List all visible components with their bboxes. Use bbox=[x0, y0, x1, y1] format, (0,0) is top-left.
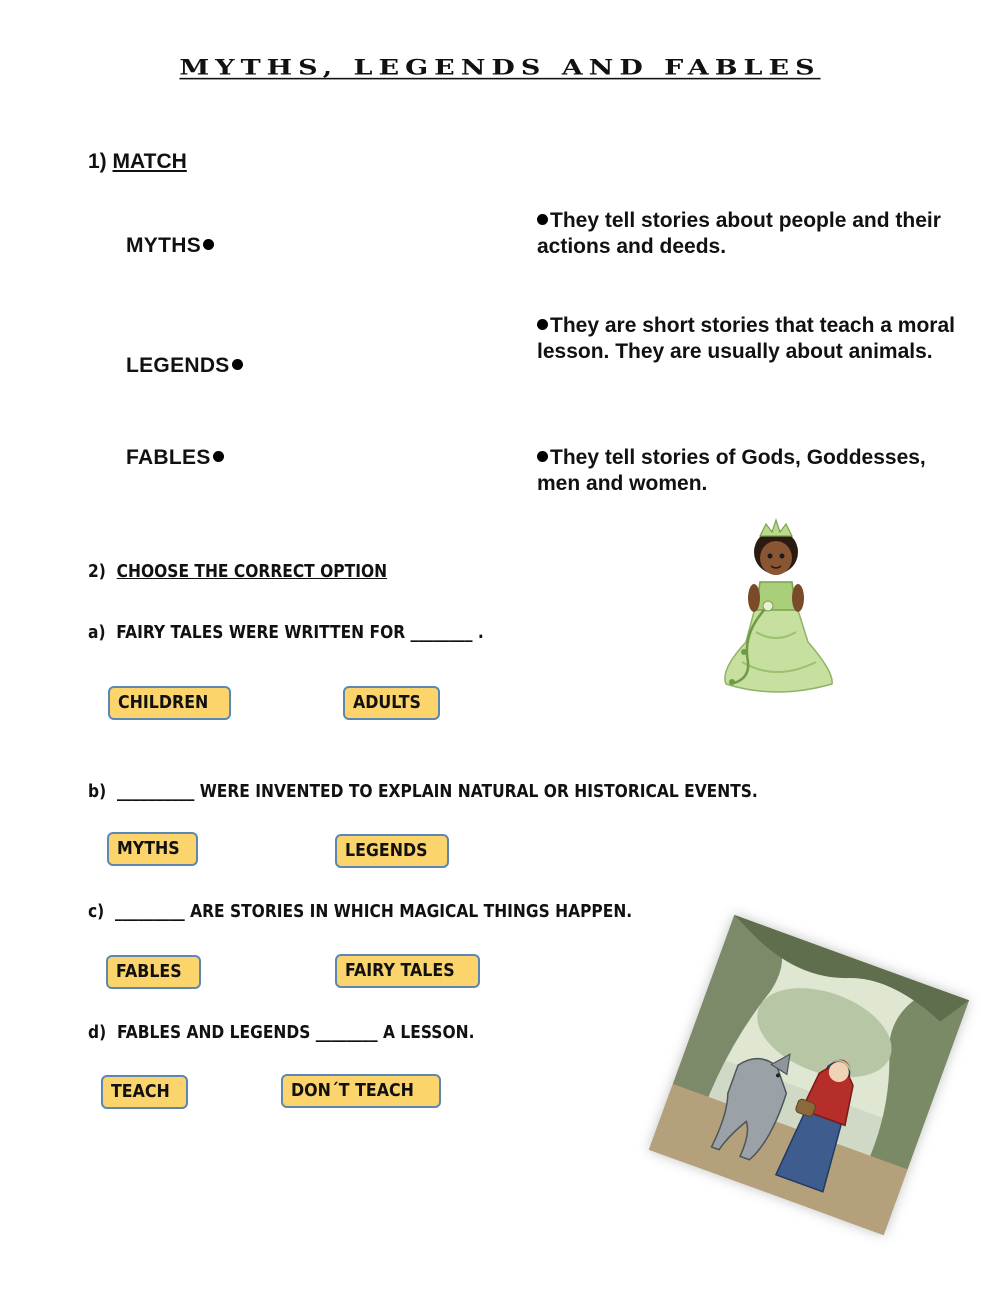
option-dont-teach-button[interactable]: DON´T TEACH bbox=[281, 1074, 441, 1108]
question-text: FABLES AND LEGENDS ________ A LESSON. bbox=[106, 1022, 475, 1043]
question-b bbox=[88, 781, 758, 802]
question-letter: a) bbox=[88, 622, 106, 643]
option-teach-button[interactable]: TEACH bbox=[101, 1075, 188, 1109]
option-adults-button[interactable]: ADULTS bbox=[343, 686, 440, 720]
match-dot[interactable] bbox=[203, 239, 214, 250]
match-term-legends[interactable] bbox=[126, 354, 245, 378]
section2-heading bbox=[88, 561, 387, 582]
definition-text: They are short stories that teach a moral lesson. They are usually about animals. bbox=[537, 314, 955, 363]
option-myths-button[interactable]: MYTHS bbox=[107, 832, 198, 866]
term-label: MYTHS bbox=[126, 234, 201, 257]
section1-title: MATCH bbox=[112, 150, 187, 173]
option-children-button[interactable]: CHILDREN bbox=[108, 686, 231, 720]
question-c bbox=[88, 901, 632, 922]
match-dot[interactable] bbox=[537, 214, 548, 225]
match-dot[interactable] bbox=[537, 319, 548, 330]
term-label: LEGENDS bbox=[126, 354, 230, 377]
section1-number: 1) bbox=[88, 150, 107, 173]
match-dot[interactable] bbox=[213, 451, 224, 462]
match-definition-3[interactable] bbox=[537, 445, 957, 497]
option-fables-button[interactable]: FABLES bbox=[106, 955, 201, 989]
question-a bbox=[88, 622, 484, 643]
question-d bbox=[88, 1022, 474, 1043]
question-letter: d) bbox=[88, 1022, 107, 1043]
question-text: FAIRY TALES WERE WRITTEN FOR ________ . bbox=[105, 622, 484, 643]
match-definition-1[interactable] bbox=[537, 208, 957, 260]
match-term-fables[interactable] bbox=[126, 446, 226, 470]
red-riding-hood-picture bbox=[649, 915, 969, 1235]
section1-heading bbox=[88, 150, 187, 174]
match-dot[interactable] bbox=[232, 359, 243, 370]
term-label: FABLES bbox=[126, 446, 211, 469]
match-term-myths[interactable] bbox=[126, 234, 216, 258]
princess-illustration bbox=[712, 512, 840, 700]
match-dot[interactable] bbox=[537, 451, 548, 462]
definition-text: They tell stories of Gods, Goddesses, men and women. bbox=[537, 446, 926, 495]
question-text: __________ WERE INVENTED TO EXPLAIN NATURAL OR HISTORICAL EVENTS. bbox=[106, 781, 758, 802]
question-text: _________ ARE STORIES IN WHICH MAGICAL THINGS HAPPEN. bbox=[104, 901, 633, 922]
definition-text: They tell stories about people and their actions and deeds. bbox=[537, 209, 941, 258]
worksheet-title: MYTHS, LEGENDS AND FABLES bbox=[179, 56, 821, 81]
option-legends-button[interactable]: LEGENDS bbox=[335, 834, 449, 868]
question-letter: c) bbox=[88, 901, 105, 922]
question-letter: b) bbox=[88, 781, 107, 802]
section2-title: CHOOSE THE CORRECT OPTION bbox=[116, 561, 388, 582]
match-definition-2[interactable] bbox=[537, 313, 957, 365]
section2-number: 2) bbox=[88, 561, 106, 582]
option-fairy-tales-button[interactable]: FAIRY TALES bbox=[335, 954, 480, 988]
